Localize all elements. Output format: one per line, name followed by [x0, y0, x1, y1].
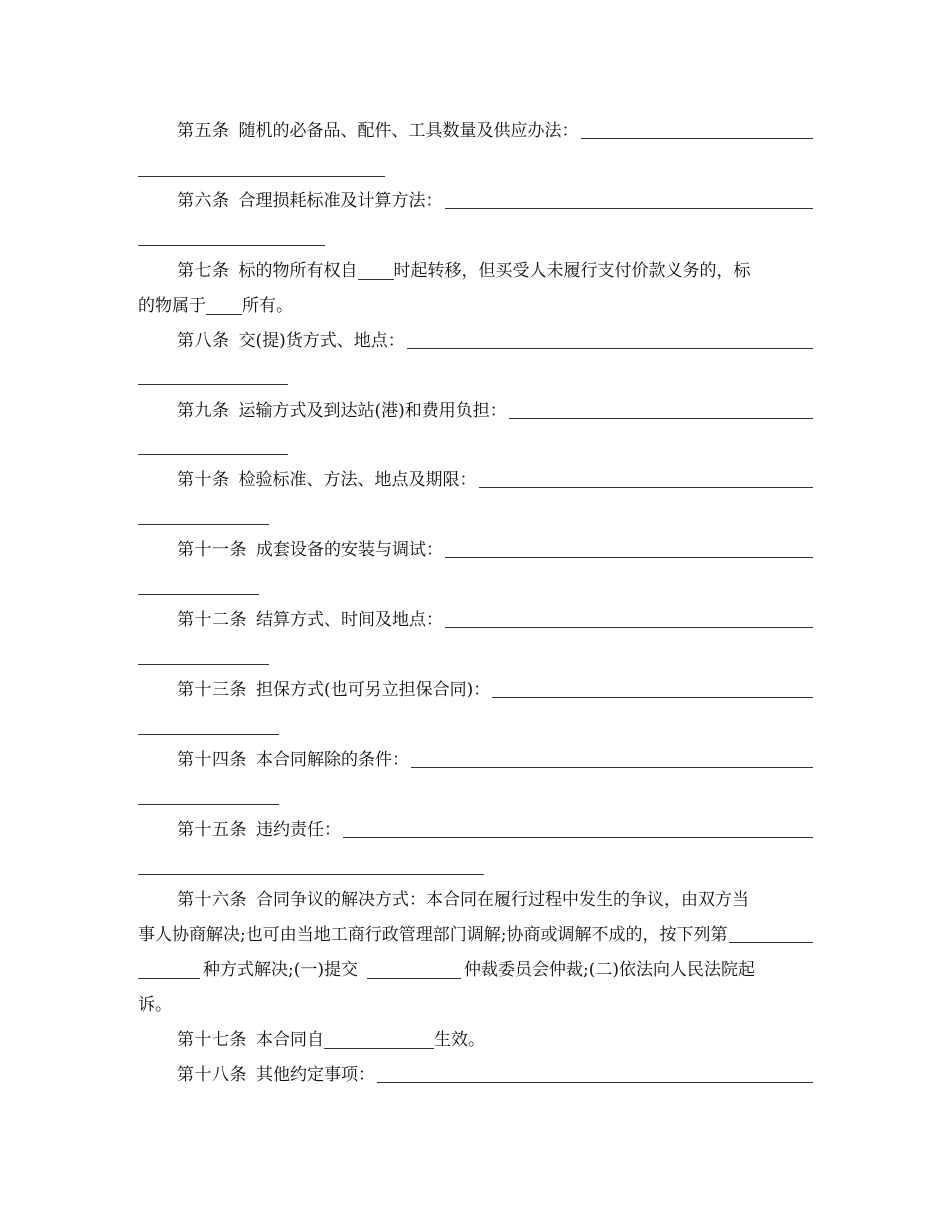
article-16-line-1	[138, 883, 813, 917]
article-16-line-3-text-a: 种方式解决;(一)提交	[203, 960, 358, 980]
article-6	[138, 184, 813, 218]
article-5-number: 第五条	[177, 121, 230, 141]
article-5-blank-continued[interactable]	[138, 176, 385, 177]
article-16-line-2	[138, 918, 813, 952]
article-6-blank-continued[interactable]	[138, 245, 325, 246]
article-7-blank-owner[interactable]	[206, 314, 242, 315]
article-14-blank-continued[interactable]	[138, 804, 279, 805]
article-10-text: 检验标准、方法、地点及期限：	[238, 470, 477, 490]
article-8-blank-continued[interactable]	[138, 384, 288, 385]
article-10-blank[interactable]	[479, 487, 814, 488]
article-10	[138, 463, 813, 497]
article-6-text: 合理损耗标准及计算方法：	[238, 191, 443, 211]
article-16-blank-choice[interactable]	[729, 942, 813, 943]
article-14	[138, 743, 813, 777]
article-7-text-d: 所有。	[242, 296, 293, 316]
article-10-blank-continued[interactable]	[138, 524, 269, 525]
article-7-text-b: 时起转移，但买受人未履行支付价款义务的，标	[393, 261, 751, 281]
article-9-blank[interactable]	[509, 418, 813, 419]
article-12-blank-continued[interactable]	[138, 664, 269, 665]
article-7-line-2	[138, 289, 813, 323]
article-7-blank-time[interactable]	[358, 279, 394, 280]
article-7-text-a: 标的物所有权自	[238, 261, 358, 281]
article-16-line-1-text: 合同争议的解决方式：本合同在履行过程中发生的争议，由双方当	[256, 890, 749, 910]
article-15	[138, 813, 813, 847]
article-6-blank[interactable]	[445, 208, 814, 209]
article-18-number: 第十八条	[177, 1065, 247, 1085]
article-13-text: 担保方式(也可另立担保合同)：	[256, 680, 491, 700]
article-13-blank-continued[interactable]	[138, 734, 279, 735]
article-16-line-3-text-b: 仲裁委员会仲裁;(二)依法向人民法院起	[464, 960, 755, 980]
article-5-text: 随机的必备品、配件、工具数量及供应办法：	[238, 121, 579, 141]
article-7-text-c: 的物属于	[138, 296, 206, 316]
article-8	[138, 324, 813, 358]
article-7-line-1	[138, 254, 813, 288]
article-12-number: 第十二条	[177, 610, 247, 630]
article-17-blank-effective[interactable]	[324, 1048, 434, 1049]
article-16-line-4-text: 诉。	[138, 995, 172, 1015]
article-12	[138, 603, 813, 637]
article-12-blank[interactable]	[445, 627, 813, 628]
article-14-text: 本合同解除的条件：	[256, 750, 409, 770]
article-16-blank-choice-continued[interactable]	[138, 978, 200, 979]
article-18-blank[interactable]	[377, 1082, 813, 1083]
article-8-blank[interactable]	[407, 348, 813, 349]
article-18	[138, 1058, 813, 1092]
article-11-text: 成套设备的安装与调试：	[256, 540, 443, 560]
article-15-number: 第十五条	[177, 820, 247, 840]
article-16-line-3	[138, 953, 813, 987]
article-11	[138, 533, 813, 567]
article-9-blank-continued[interactable]	[138, 454, 288, 455]
article-17-text-a: 本合同自	[256, 1030, 324, 1050]
article-9-text: 运输方式及到达站(港)和费用负担：	[238, 401, 507, 421]
article-16-line-4	[138, 988, 813, 1022]
article-18-text: 其他约定事项：	[256, 1065, 375, 1085]
article-15-blank-continued[interactable]	[138, 874, 484, 875]
article-15-blank[interactable]	[343, 837, 813, 838]
article-16-number: 第十六条	[177, 890, 247, 910]
article-11-blank[interactable]	[445, 557, 813, 558]
article-14-number: 第十四条	[177, 750, 247, 770]
article-9-number: 第九条	[177, 401, 230, 421]
article-8-number: 第八条	[177, 331, 230, 351]
article-17-number: 第十七条	[177, 1030, 247, 1050]
article-8-text: 交(提)货方式、地点：	[238, 331, 405, 351]
article-13	[138, 673, 813, 707]
article-11-number: 第十一条	[177, 540, 247, 560]
article-7-number: 第七条	[177, 261, 230, 281]
article-12-text: 结算方式、时间及地点：	[256, 610, 443, 630]
article-14-blank[interactable]	[411, 767, 813, 768]
article-13-blank[interactable]	[492, 697, 813, 698]
article-16-line-2-text: 事人协商解决;也可由当地工商行政管理部门调解;协商或调解不成的，按下列第	[138, 925, 728, 945]
article-5	[138, 114, 813, 148]
article-9	[138, 394, 813, 428]
article-17-text-b: 生效。	[434, 1030, 485, 1050]
article-15-text: 违约责任：	[256, 820, 341, 840]
article-10-number: 第十条	[177, 470, 230, 490]
article-17	[138, 1023, 813, 1057]
article-13-number: 第十三条	[177, 680, 247, 700]
article-11-blank-continued[interactable]	[138, 594, 259, 595]
article-5-blank[interactable]	[581, 138, 814, 139]
article-6-number: 第六条	[177, 191, 230, 211]
article-16-blank-arbitration[interactable]	[367, 978, 461, 979]
